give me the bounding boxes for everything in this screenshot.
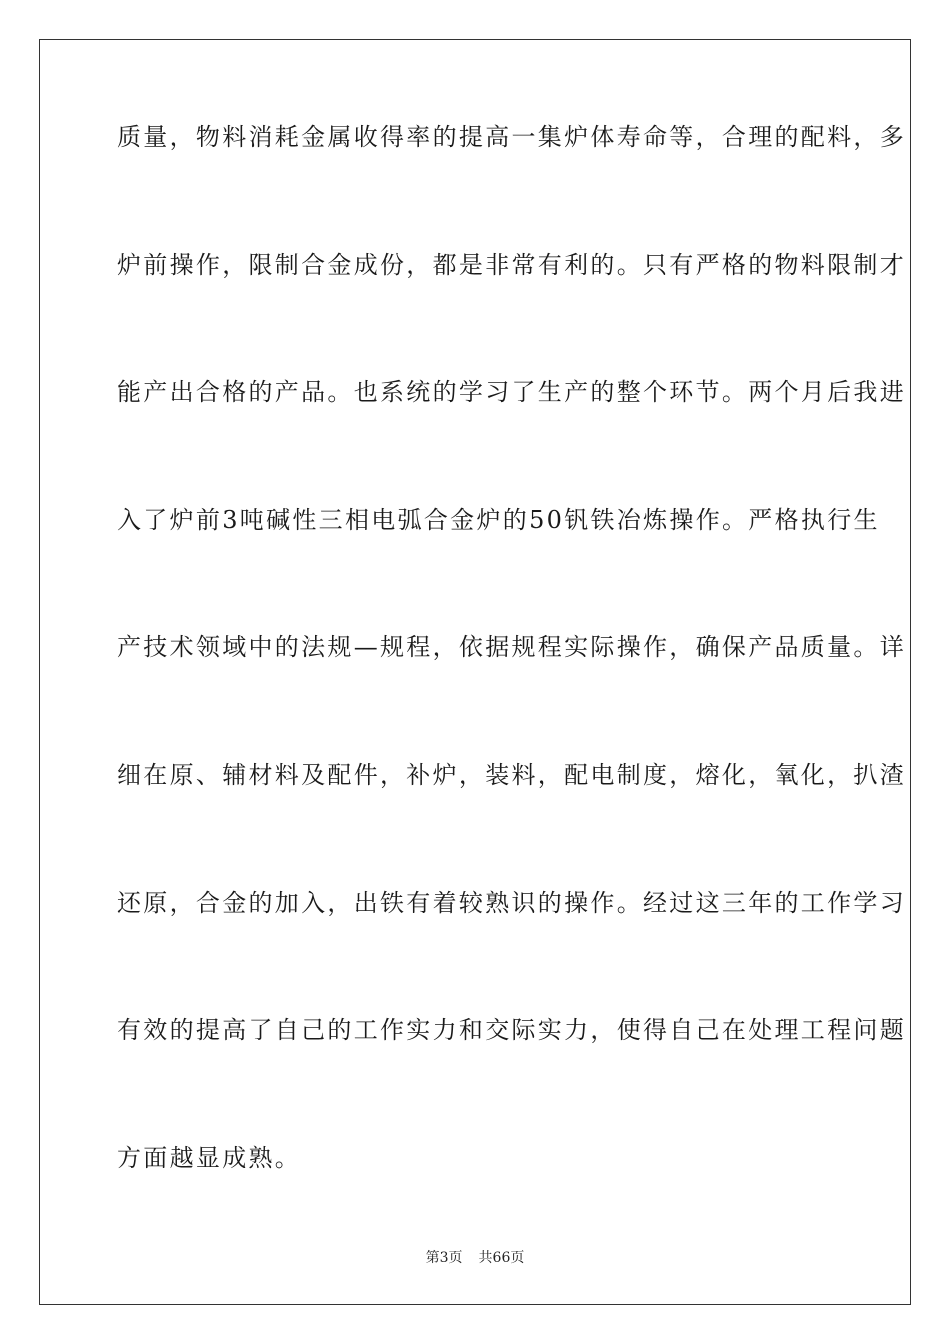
page-number: 第3页 [425, 1250, 463, 1266]
text-line: 有效的提高了自己的工作实力和交际实力，使得自己在处理工程问题 [117, 1016, 906, 1045]
text-line: 入了炉前3吨碱性三相电弧合金炉的50钒铁冶炼操作。严格执行生 [117, 505, 880, 534]
text-line: 质量，物料消耗金属收得率的提高一集炉体寿命等，合理的配料，多 [117, 123, 906, 151]
text-line: 方面越显成熟。 [117, 1143, 302, 1172]
text-line: 细在原、辅材料及配件，补炉，装料，配电制度，熔化，氧化，扒渣 [117, 760, 906, 789]
document-body [117, 117, 906, 1265]
text-line: 产技术领域中的法规—规程，依据规程实际操作，确保产品质量。详 [117, 633, 906, 662]
text-line: 炉前操作，限制合金成份，都是非常有利的。只有严格的物料限制才 [117, 250, 906, 279]
text-line: 能产出合格的产品。也系统的学习了生产的整个环节。两个月后我进 [117, 378, 906, 407]
page-footer [0, 1247, 950, 1267]
page-total: 共66页 [478, 1250, 525, 1266]
text-line: 还原，合金的加入，出铁有着较熟识的操作。经过这三年的工作学习 [117, 888, 906, 917]
